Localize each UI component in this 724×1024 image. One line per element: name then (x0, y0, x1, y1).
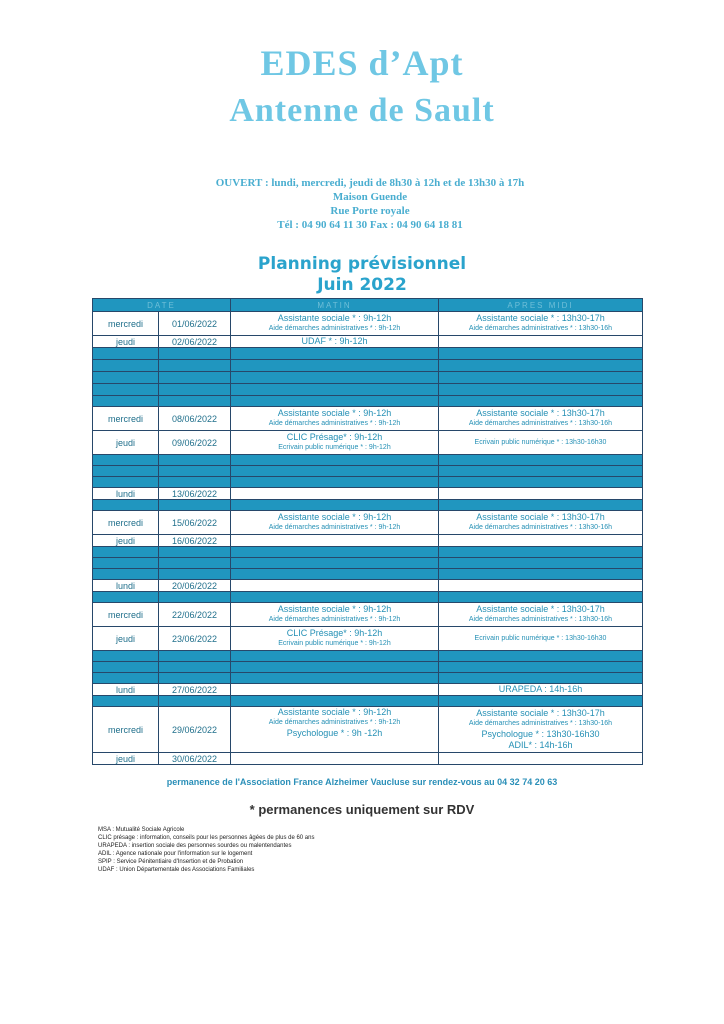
row-day: jeudi (93, 431, 159, 455)
table-row (93, 488, 643, 500)
row-day: mercredi (93, 312, 159, 336)
row-day: jeudi (93, 753, 159, 765)
row-afternoon (439, 336, 643, 348)
table-row (93, 511, 643, 535)
row-morning: Assistante sociale * : 9h-12h Aide démarches administratives * : 9h-12h Psychologue * : 9h -12h (231, 707, 439, 753)
legend-item: SPIP : Service Pénitentiaire d'Insertion et de Probation (98, 859, 244, 865)
row-day: jeudi (93, 535, 159, 547)
table-row (93, 535, 643, 547)
table-row (93, 684, 643, 696)
row-afternoon (439, 753, 643, 765)
row-date: 29/06/2022 (159, 707, 231, 753)
row-morning: Assistante sociale * : 9h-12h Aide démarches administratives * : 9h-12h (231, 407, 439, 431)
row-morning (231, 535, 439, 547)
table-row (93, 753, 643, 765)
row-date: 01/06/2022 (159, 312, 231, 336)
row-afternoon: Ecrivain public numérique * : 13h30-16h30 (439, 431, 643, 455)
row-afternoon (439, 488, 643, 500)
title-edes: EDES d’Apt (260, 43, 464, 83)
row-morning (231, 753, 439, 765)
legend-item: CLIC présage : information, conseils pour les personnes âgées de plus de 60 ans (98, 835, 315, 841)
address-building: Maison Guende (332, 191, 408, 203)
row-day: lundi (93, 488, 159, 500)
address-street: Rue Porte royale (330, 205, 410, 217)
legend-item: ADIL : Agence nationale pour l'information sur le logement (98, 851, 253, 857)
phone-fax: Tél : 04 90 64 11 30 Fax : 04 90 64 18 81 (277, 219, 463, 231)
opening-hours: OUVERT : lundi, mercredi, jeudi de 8h30 à 12h et de 13h30 à 17h (215, 177, 525, 189)
acronym-legend (98, 826, 314, 874)
row-afternoon: Assistante sociale * : 13h30-17h Aide démarches administratives * : 13h30-16h (439, 603, 643, 627)
row-day: mercredi (93, 511, 159, 535)
row-morning (231, 488, 439, 500)
row-morning: CLIC Présage* : 9h-12h Ecrivain public numérique * : 9h-12h (231, 627, 439, 651)
row-afternoon: URAPEDA : 14h-16h (439, 684, 643, 696)
header-date: DATE (93, 299, 231, 312)
table-row (93, 431, 643, 455)
row-date: 09/06/2022 (159, 431, 231, 455)
table-row (93, 603, 643, 627)
table-row (93, 336, 643, 348)
row-morning: UDAF * : 9h-12h (231, 336, 439, 348)
row-date: 20/06/2022 (159, 580, 231, 592)
row-date: 23/06/2022 (159, 627, 231, 651)
row-afternoon: Assistante sociale * : 13h30-17h Aide démarches administratives * : 13h30-16h (439, 511, 643, 535)
header-morning: MATIN (231, 299, 439, 312)
row-morning: CLIC Présage* : 9h-12h Ecrivain public numérique * : 9h-12h (231, 431, 439, 455)
row-afternoon: Assistante sociale * : 13h30-17h Aide démarches administratives * : 13h30-16h (439, 312, 643, 336)
row-day: lundi (93, 580, 159, 592)
row-date: 27/06/2022 (159, 684, 231, 696)
table-row (93, 627, 643, 651)
row-morning (231, 580, 439, 592)
row-afternoon: Assistante sociale * : 13h30-17h Aide démarches administratives * : 13h30-16h Psychologue * : 13h30-16h30 ADIL* : 14h-16h (439, 707, 643, 753)
row-day: mercredi (93, 603, 159, 627)
row-date: 16/06/2022 (159, 535, 231, 547)
table-row (93, 312, 643, 336)
row-date: 30/06/2022 (159, 753, 231, 765)
row-date: 15/06/2022 (159, 511, 231, 535)
row-date: 13/06/2022 (159, 488, 231, 500)
row-afternoon: Ecrivain public numérique * : 13h30-16h30 (439, 627, 643, 651)
row-morning (231, 684, 439, 696)
planning-title: Planning prévisionnel (257, 254, 467, 274)
legend-item: MSA : Mutualité Sociale Agricole (98, 827, 185, 833)
row-day: jeudi (93, 627, 159, 651)
legend-item: URAPEDA : insertion sociale des personnes sourdes ou malentendantes (98, 843, 292, 849)
legend-item: UDAF : Union Départementale des Associations Familiales (98, 867, 255, 873)
row-morning: Assistante sociale * : 9h-12h Aide démarches administratives * : 9h-12h (231, 511, 439, 535)
row-afternoon (439, 535, 643, 547)
row-morning: Assistante sociale * : 9h-12h Aide démarches administratives * : 9h-12h (231, 603, 439, 627)
header-afternoon: APRES MIDI (439, 299, 643, 312)
row-date: 22/06/2022 (159, 603, 231, 627)
row-date: 02/06/2022 (159, 336, 231, 348)
rdv-note: * permanences uniquement sur RDV (249, 802, 475, 817)
alzheimer-note: permanence de l'Association France Alzheimer Vaucluse sur rendez-vous au 04 32 74 20 63 (166, 777, 558, 787)
row-morning: Assistante sociale * : 9h-12h Aide démarches administratives * : 9h-12h (231, 312, 439, 336)
row-day: jeudi (93, 336, 159, 348)
row-day: mercredi (93, 407, 159, 431)
table-row (93, 407, 643, 431)
row-afternoon (439, 580, 643, 592)
title-antenne: Antenne de Sault (229, 92, 495, 129)
table-row (93, 707, 643, 753)
row-day: mercredi (93, 707, 159, 753)
table-header-row (93, 299, 643, 312)
row-date: 08/06/2022 (159, 407, 231, 431)
planning-table (92, 298, 643, 765)
row-afternoon: Assistante sociale * : 13h30-17h Aide démarches administratives * : 13h30-16h (439, 407, 643, 431)
row-day: lundi (93, 684, 159, 696)
planning-month: Juin 2022 (317, 275, 407, 295)
table-row (93, 580, 643, 592)
